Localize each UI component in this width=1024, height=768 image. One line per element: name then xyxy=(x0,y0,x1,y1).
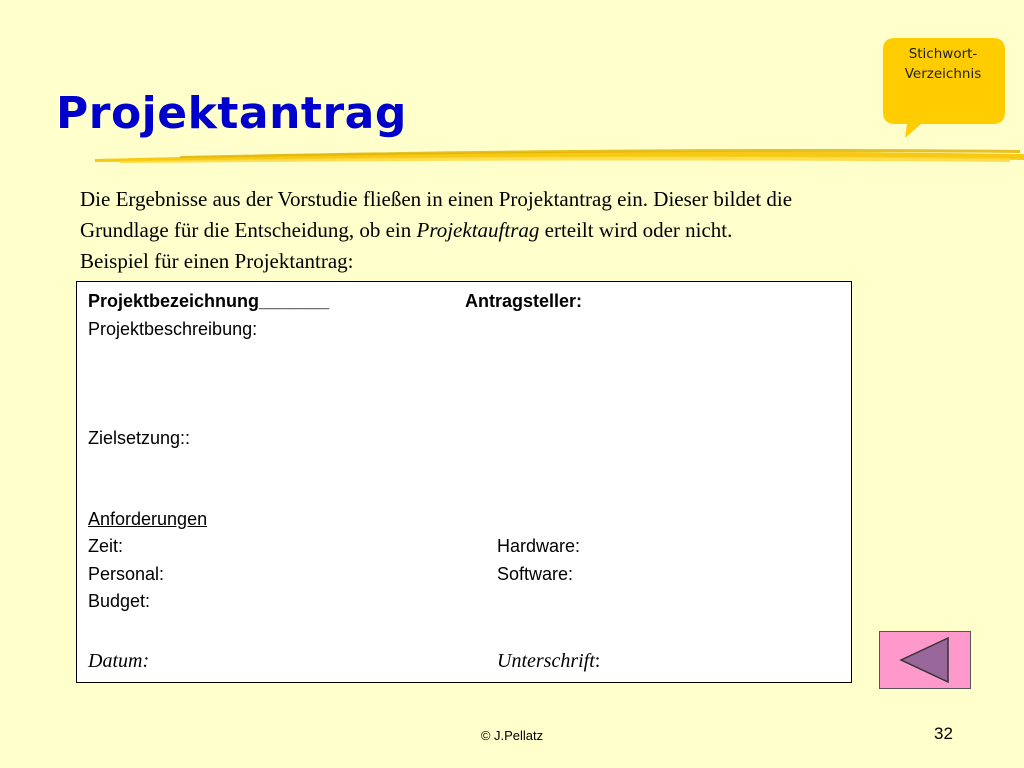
field-personal: Personal: xyxy=(88,564,165,584)
callout-line-2: Verzeichnis xyxy=(904,66,982,82)
intro-line-2 xyxy=(80,215,980,246)
callout-line-1: Stichwort- xyxy=(908,46,978,62)
intro-emphasis-projektauftrag: Projektauftrag xyxy=(416,218,540,242)
back-button[interactable] xyxy=(879,631,971,689)
field-projektbezeichnung: Projektbezeichnung_______ xyxy=(88,291,330,311)
field-software: Software: xyxy=(497,564,574,584)
field-zeit: Zeit: xyxy=(88,536,124,556)
slide-title: Projektantrag xyxy=(56,88,407,139)
callout-label xyxy=(881,44,1005,84)
footer-copyright: © J.Pellatz xyxy=(480,728,544,743)
intro-paragraph xyxy=(80,184,980,277)
intro-line-2-start: Grundlage für die Entscheidung, ob ein xyxy=(80,218,417,242)
unterschrift-colon: : xyxy=(594,650,601,672)
field-zielsetzung: Zielsetzung:: xyxy=(88,428,191,448)
field-projektbeschreibung: Projektbeschreibung: xyxy=(88,319,258,339)
field-hardware: Hardware: xyxy=(497,536,581,556)
intro-line-1: Die Ergebnisse aus der Vorstudie fließen in einen Projektantrag ein. Dieser bildet die xyxy=(80,187,793,211)
projektantrag-form xyxy=(76,281,852,683)
section-anforderungen: Anforderungen xyxy=(88,509,208,529)
intro-line-2-end: erteilt wird oder nicht. xyxy=(539,218,733,242)
field-datum: Datum: xyxy=(88,650,150,672)
page-number: 32 xyxy=(934,724,953,743)
field-budget: Budget: xyxy=(88,591,151,611)
unterschrift-label: Unterschrift xyxy=(497,650,595,672)
back-triangle-icon xyxy=(880,632,969,687)
field-antragsteller: Antragsteller: xyxy=(465,291,583,311)
title-underline-brush xyxy=(0,140,1024,170)
field-unterschrift xyxy=(497,650,600,673)
intro-line-3: Beispiel für einen Projektantrag: xyxy=(80,249,354,273)
